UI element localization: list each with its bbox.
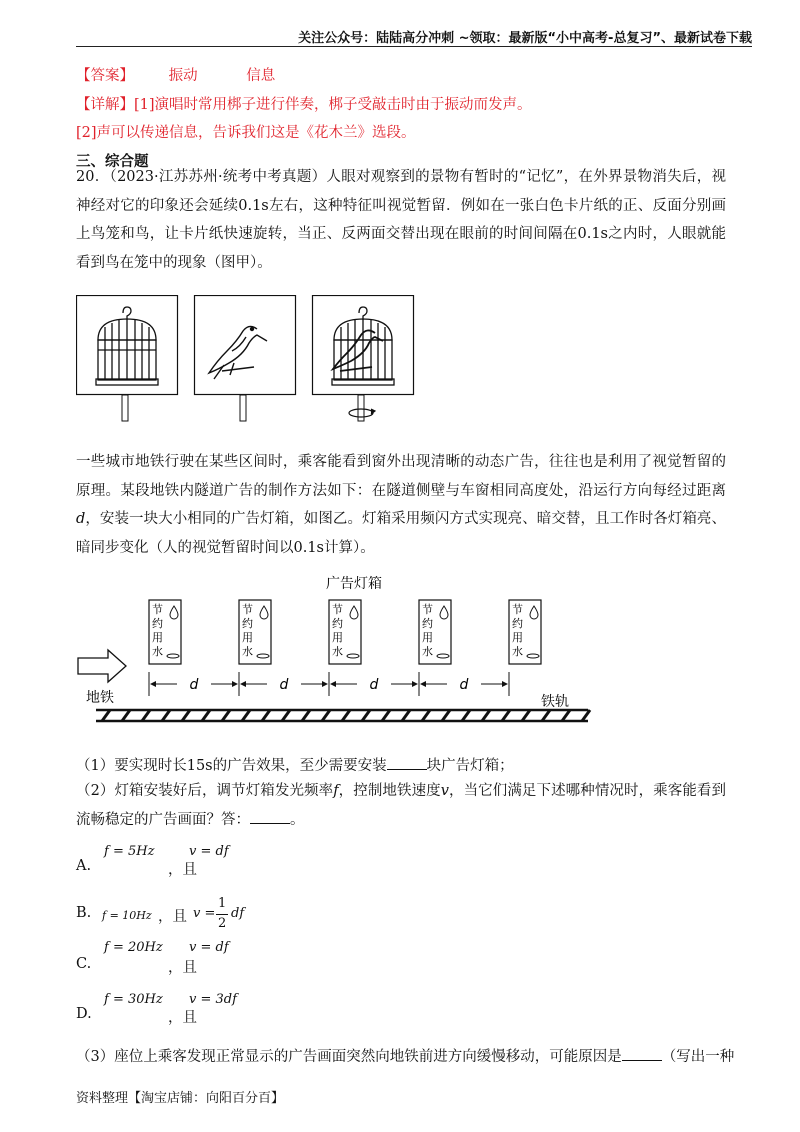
answer-value-2: 信息 — [246, 68, 276, 84]
figure-tunnel-ads — [76, 570, 596, 735]
ad-box-char: 用 — [152, 631, 163, 644]
ad-box-char: 水 — [332, 645, 343, 658]
ad-box-char: 节 — [152, 603, 163, 616]
q2-text-2: ，控制地铁速度 — [338, 783, 441, 799]
ad-box-char: 节 — [242, 603, 253, 616]
option-b-v-prefix: v = — [193, 906, 216, 921]
rail-tie — [102, 710, 110, 721]
train-label: 地铁 — [86, 690, 114, 706]
page-header: 关注公众号：陆陆高分冲刺 ~领取：最新版“小中高考-总复习”、最新试卷下载 — [298, 31, 752, 46]
option-b[interactable] — [76, 893, 376, 938]
distance-label: d — [369, 677, 379, 693]
rail-tie — [502, 710, 510, 721]
ad-box-char: 水 — [422, 645, 433, 658]
ad-box-group — [149, 600, 541, 664]
answer-line — [76, 64, 275, 85]
option-c-join: ，且 — [168, 960, 197, 976]
sub-question-2 — [76, 777, 726, 834]
q2-text-3: ，当它们满足下述哪种情况时，乘客能看到流畅稳定的广告画面？答： — [76, 783, 726, 828]
sub-question-3 — [76, 1045, 734, 1066]
rail-tie — [142, 710, 150, 721]
rail-tie — [342, 710, 350, 721]
para2-var-d: d — [76, 511, 86, 527]
option-d-f: f = 30Hz — [104, 992, 163, 1007]
header-divider — [76, 46, 752, 47]
arrow-right-icon — [502, 681, 508, 687]
arrow-right-icon — [322, 681, 328, 687]
ad-box-char: 用 — [242, 631, 253, 644]
q2-text-end: 。 — [290, 811, 305, 828]
distance-label: d — [279, 677, 289, 693]
arrow-left-icon — [240, 681, 246, 687]
option-c-letter: C. — [76, 956, 92, 972]
option-d-v: v = 3df — [189, 992, 237, 1007]
ad-box — [329, 600, 361, 664]
detail-line-2: [2]声可以传递信息，告诉我们这是《花木兰》选段。 — [76, 125, 416, 141]
option-b-v-denominator: 2 — [218, 916, 227, 931]
rail-tie — [402, 710, 410, 721]
question-paragraph-2 — [76, 448, 726, 562]
rail-tie — [242, 710, 250, 721]
option-a-letter: A. — [76, 858, 92, 874]
option-b-join: ，且 — [158, 909, 187, 925]
q2-answer-blank[interactable] — [250, 811, 290, 824]
option-b-fraction-bar — [216, 914, 228, 915]
question-number: 20． — [76, 169, 110, 185]
option-a-v: v = df — [189, 844, 229, 859]
ad-box-char: 水 — [242, 645, 253, 658]
ad-box-char: 用 — [512, 631, 523, 644]
ad-box — [509, 600, 541, 664]
q2-var-v: v — [440, 783, 449, 799]
rail-label: 铁轨 — [541, 694, 569, 710]
ad-box-char: 节 — [512, 603, 523, 616]
rail-tie — [302, 710, 310, 721]
rail-tie — [582, 710, 590, 721]
q1-text-before: （1）要实现时长15s的广告效果，至少需要安装 — [76, 758, 387, 774]
para2-text-2: ，安装一块大小相同的广告灯箱，如图乙。灯箱采用频闪方式实现亮、暗交替，且工作时各灯箱亮、暗同步变化（人的视觉暂留时间以0.1s计算）。 — [76, 511, 726, 556]
rail-tie — [522, 710, 530, 721]
option-d[interactable] — [76, 992, 376, 1032]
rail-tie — [542, 710, 550, 721]
arrow-left-icon — [420, 681, 426, 687]
option-a[interactable] — [76, 844, 376, 884]
option-c[interactable] — [76, 940, 376, 980]
rail-tie — [462, 710, 470, 721]
figure-title: 广告灯箱 — [326, 576, 382, 592]
distance-label: d — [189, 677, 199, 693]
ad-box-char: 约 — [242, 617, 253, 630]
card-bird-in-cage — [313, 296, 414, 422]
option-a-f: f = 5Hz — [104, 844, 155, 859]
section-title: 三、综合题 — [76, 154, 149, 170]
arrow-right-icon — [412, 681, 418, 687]
rail-tie — [562, 710, 570, 721]
card-cage — [77, 296, 178, 422]
ad-box-char: 约 — [422, 617, 433, 630]
distance-dimension-group — [149, 672, 509, 696]
rail-tie — [422, 710, 430, 721]
ad-box — [419, 600, 451, 664]
option-c-f: f = 20Hz — [104, 940, 163, 955]
card-bird — [195, 296, 296, 422]
para2-text-1: 一些城市地铁行驶在某些区间时，乘客能看到窗外出现清晰的动态广告，往往也是利用了视觉暂留的原理。某段地铁内隧道广告的制作方法如下：在隧道侧壁与车窗相同高度处，沿运行方向每经过距离 — [76, 454, 726, 499]
ad-box-char: 用 — [422, 631, 433, 644]
rail-tie — [122, 710, 130, 721]
q2-var-f: f — [333, 783, 339, 799]
question-intro — [76, 163, 726, 277]
distance-label: d — [459, 677, 469, 693]
rail-tie — [222, 710, 230, 721]
ad-box-char: 节 — [332, 603, 343, 616]
option-b-v-numerator: 1 — [218, 896, 227, 911]
rail-tie — [162, 710, 170, 721]
q2-text-1: （2）灯箱安装好后，调节灯箱发光频率 — [76, 783, 334, 799]
figure-bird-cage-cards — [76, 295, 416, 430]
ad-box-char: 约 — [512, 617, 523, 630]
q3-text-before: （3）座位上乘客发现正常显示的广告画面突然向地铁前进方向缓慢移动，可能原因是 — [76, 1049, 622, 1065]
ad-box — [149, 600, 181, 664]
ad-box-char: 约 — [332, 617, 343, 630]
ad-box-char: 节 — [422, 603, 433, 616]
rail-tie — [382, 710, 390, 721]
ad-box-char: 水 — [152, 645, 163, 658]
arrow-left-icon — [150, 681, 156, 687]
ad-box — [239, 600, 271, 664]
page-footer: 资料整理【淘宝店铺：向阳百分百】 — [76, 1091, 285, 1106]
rail-tie — [482, 710, 490, 721]
rail-tie — [442, 710, 450, 721]
option-b-v-suffix: df — [231, 906, 245, 921]
rail-tie — [182, 710, 190, 721]
option-b-letter: B. — [76, 905, 92, 921]
arrow-left-icon — [330, 681, 336, 687]
sub-question-1 — [76, 754, 514, 775]
ad-box-char: 水 — [512, 645, 523, 658]
arrow-right-icon — [232, 681, 238, 687]
q3-answer-blank[interactable] — [622, 1048, 662, 1061]
question-intro-text: （2023·江苏苏州·统考中考真题）人眼对观察到的景物有暂时的“记忆”，在外界景物消失后，视神经对它的印象还会延续0.1s左右，这种特征叫视觉暂留．例如在一张白色卡片纸的正、反面分别画上鸟笼和鸟，让卡片纸快速旋转，当正、反两面交替出现在眼前的时间间隔在0.1s之内时，人眼就能看到鸟在笼中的现象（图甲）。 — [76, 169, 726, 271]
rail-tie — [202, 710, 210, 721]
rail-tie — [262, 710, 270, 721]
rail-tie — [282, 710, 290, 721]
option-a-join: ，且 — [168, 862, 197, 878]
rail-tie — [322, 710, 330, 721]
option-d-letter: D. — [76, 1006, 92, 1022]
ad-box-char: 用 — [332, 631, 343, 644]
answer-value-1: 振动 — [168, 68, 198, 84]
option-d-join: ，且 — [168, 1010, 197, 1026]
rail-tie — [362, 710, 370, 721]
q1-text-after: 块广告灯箱； — [426, 758, 514, 774]
q3-text-after: （写出一种 — [661, 1049, 735, 1065]
ad-box-char: 约 — [152, 617, 163, 630]
q1-answer-blank[interactable] — [387, 757, 427, 770]
answer-tag: 【答案】 — [76, 68, 134, 84]
train-arrow-icon — [78, 650, 126, 682]
rail-track — [96, 710, 590, 721]
option-b-f: f = 10Hz — [102, 909, 152, 922]
detail-line-1: 【详解】[1]演唱时常用梆子进行伴奏，梆子受敲击时由于振动而发声。 — [76, 97, 532, 113]
option-c-v: v = df — [189, 940, 229, 955]
